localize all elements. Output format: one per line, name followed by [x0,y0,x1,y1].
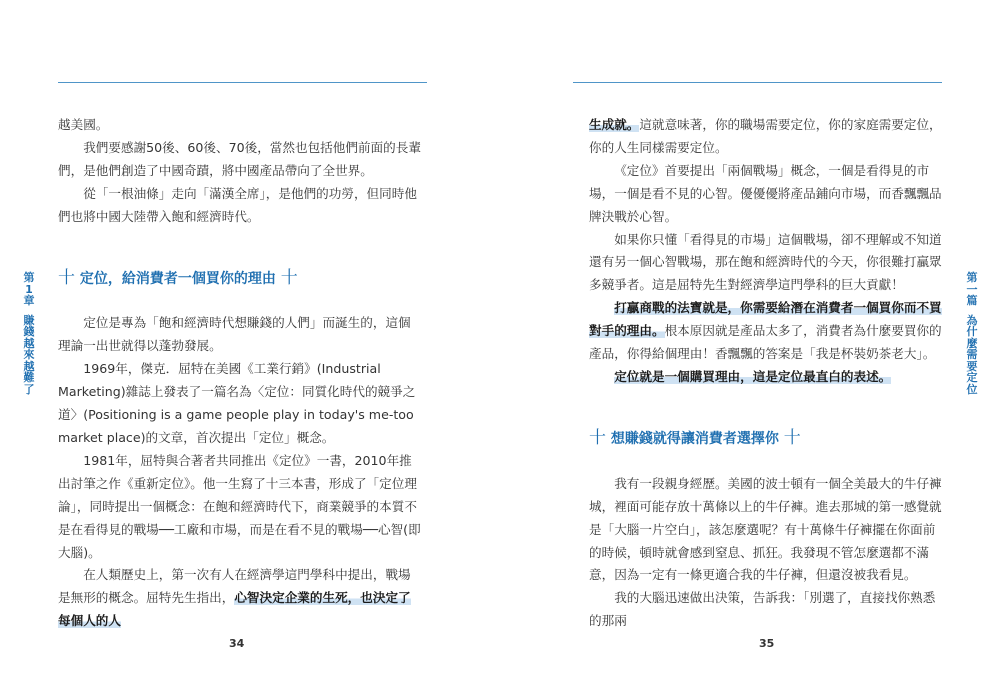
paragraph: 越美國。 [58,117,109,132]
section-heading-text: 定位，給消費者一個買你的理由 [79,270,276,287]
left-chapter-label [23,272,35,395]
right-page-body [589,114,945,633]
paragraph: 1981年，屈特與合著者共同推出《定位》一書，2010年推出討筆之作《重新定位》。他一生寫了十三本書，形成了「定位理論」，同時提出一個概念：在飽和經濟時代下，商業競爭的本質不是在看得見的戰場──工廠和市場，而是在看不見的戰場──心智(即大腦)。 [58,452,421,560]
paragraph: 從「一根油條」走向「滿漢全席」，是他們的功勞，但同時他們也將中國大陸帶入飽和經濟時代。 [58,185,417,224]
paragraph [589,297,945,366]
highlighted-text: 打贏商戰的法寶就是，你需要給潛在消費者一個買你而不買對手的理由。 [589,300,942,339]
text-run: 這就意味著，你的職場需要定位，你的家庭需要定位，你的人生同樣需要定位。 [589,117,942,155]
part-number: 第一篇 [966,271,978,307]
plus-icon: 十 [589,427,606,448]
text-run: 在人類歷史上，第一次有人在經濟學這門學科中提出，戰場是無形的概念。屈特先生指出， [58,567,411,606]
page-number-right: 35 [759,637,775,650]
paragraph: 我們要感謝50後、60後、70後，當然也包括他們前面的長輩們，是他們創造了中國奇蹟，將中國產品帶向了全世界。 [58,139,421,178]
page-number-left: 34 [229,637,245,650]
left-top-rule [58,82,427,83]
part-title: 為什麼需要定位 [966,313,978,396]
chapter-number: 第1章 [23,271,35,307]
plus-icon: 十 [58,267,75,288]
section-heading [589,427,945,451]
paragraph: 我的大腦迅速做出決策，告訴我：「別選了，直接找你熟悉的那兩 [589,590,936,629]
highlighted-text: 定位就是一個購買理由，這是定位最直白的表述。 [614,368,892,384]
chapter-title: 賺錢越來越難了 [23,313,35,396]
paragraph: 定位是專為「飽和經濟時代想賺錢的人們」而誕生的，這個理論一出世就得以蓬勃發展。 [58,315,411,354]
paragraph [589,114,945,160]
highlighted-text: 心智決定企業的生死，也決定了每個人的人 [58,590,411,629]
highlighted-text: 生成就。 [589,117,640,132]
plus-icon: 十 [280,267,298,288]
right-top-rule [573,82,942,83]
text-run: 根本原因就是產品太多了，消費者為什麼要買你的產品，你得給個理由！香飄飄的答案是「我是杯裝奶茶老大」。 [589,323,942,362]
plus-icon: 十 [783,427,801,448]
section-heading-text: 想賺錢就得讓消費者選擇你 [610,430,779,447]
paragraph [589,366,945,389]
paragraph: 如果你只懂「看得見的市場」這個戰場，卻不理解或不知道還有另一個心智戰場，那在飽和經濟時代的今天，你很難打贏眾多競爭者。這是屈特先生對經濟學這門學科的巨大貢獻！ [589,231,942,293]
section-heading [58,267,421,291]
right-part-label [966,272,978,395]
left-page-body [58,114,421,633]
paragraph: 《定位》首要提出「兩個戰場」概念，一個是看得見的市場，一個是看不見的心智。優優優將產品鋪向市場，而香飄飄品牌決戰於心智。 [589,162,942,224]
paragraph: 我有一段親身經歷。美國的波士頓有一個全美最大的牛仔褲城，裡面可能存放十萬條以上的牛仔褲。進去那城的第一感覺就是「大腦一片空白」，該怎麼選呢？有十萬條牛仔褲擺在你面前的時候，頓時就會感到窒息、抓狂。我發現不管怎麼選都不滿意，因為一定有一條更適合我的牛仔褲，但還沒被我看見。 [589,475,942,583]
paragraph [58,564,421,633]
paragraph: 1969年，傑克．屈特在美國《工業行銷》(Industrial Marketing)雜誌上發表了一篇名為〈定位：同質化時代的競爭之道〉(Positioning is a game people play in today's me-too market place)的文章，首次提出「定位」概念。 [58,361,416,445]
